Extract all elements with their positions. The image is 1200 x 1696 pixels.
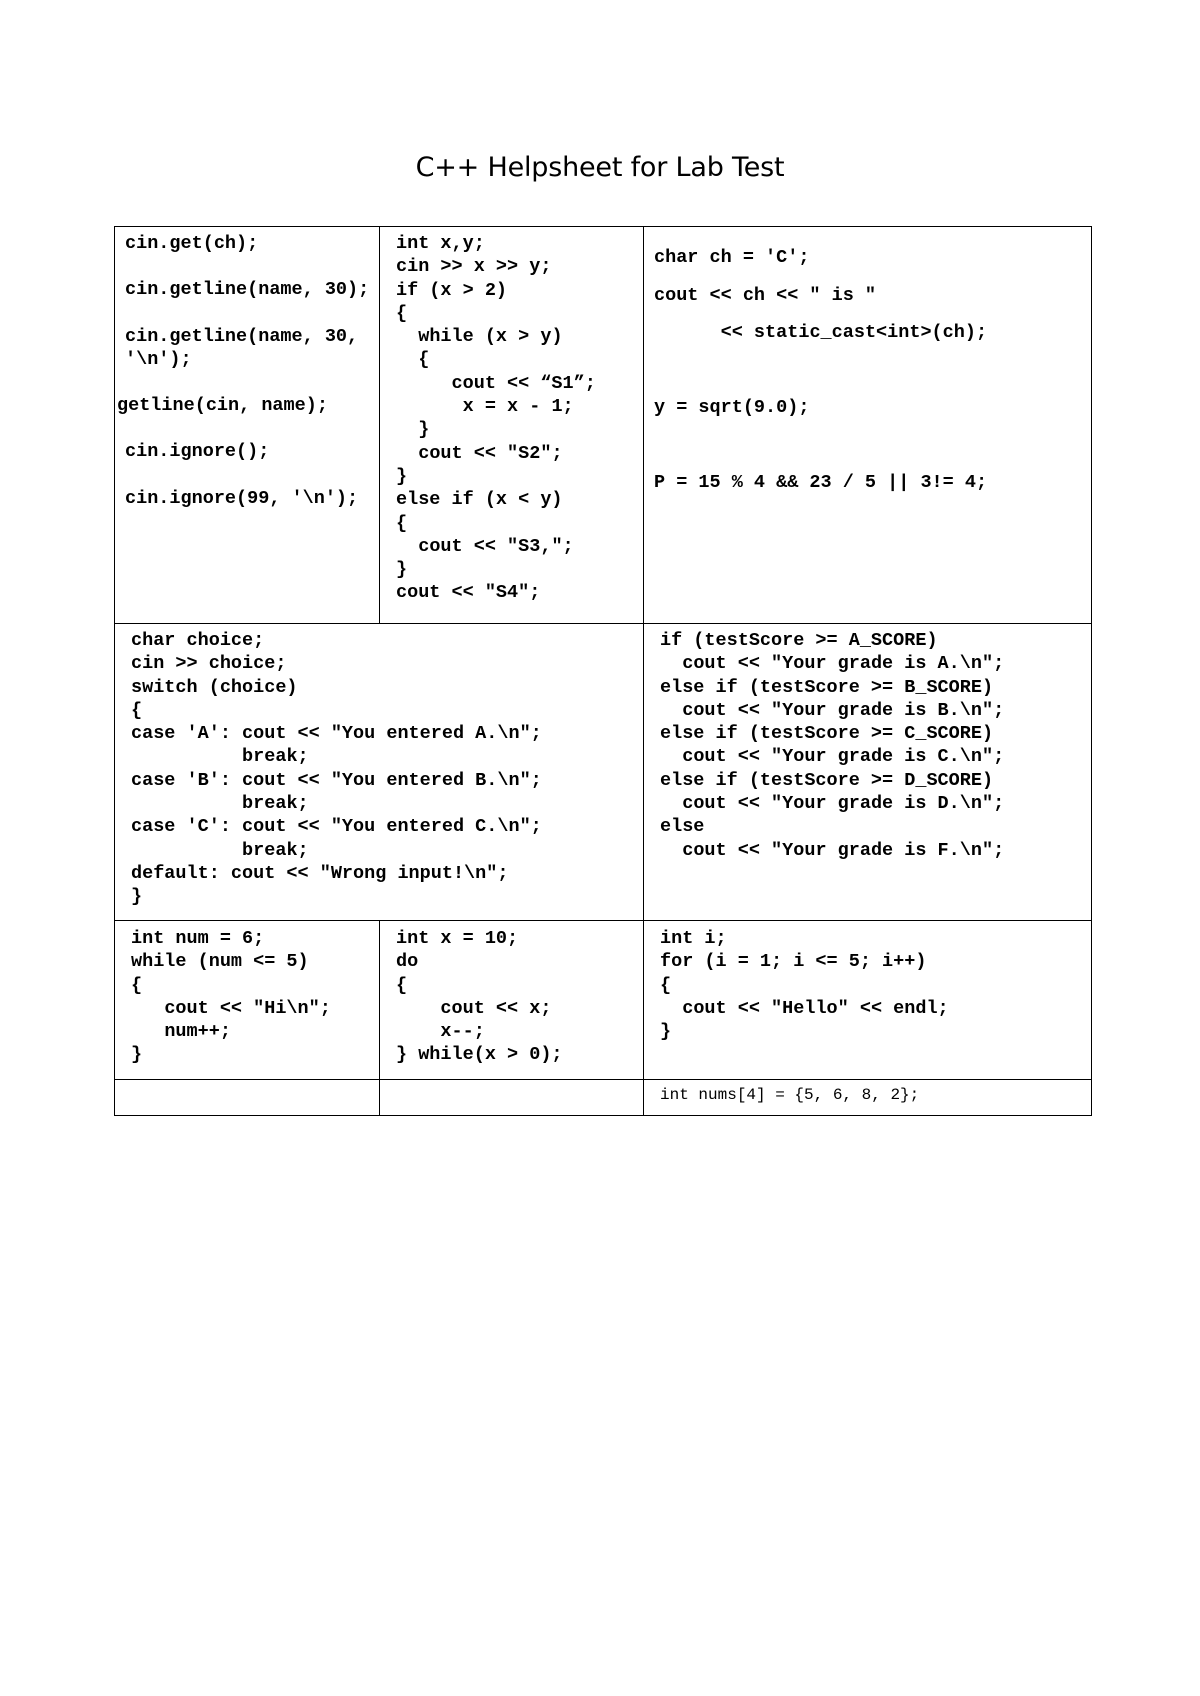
table-row: [115, 921, 1092, 1080]
cell-char-cast: [644, 227, 1092, 624]
cell-grade: [644, 624, 1092, 921]
code-while-loop: int num = 6; while (num <= 5) { cout << "Hi\n"; num++; }: [131, 928, 331, 1066]
cell-if-while: [380, 227, 644, 624]
code-cin-getline: cin.getline(name, 30);: [125, 279, 370, 301]
code-for-loop: int i; for (i = 1; i <= 5; i++) { cout << "Hello" << endl; }: [660, 928, 949, 1043]
page-title: C++ Helpsheet for Lab Test: [415, 152, 785, 183]
table-row: [115, 1080, 1092, 1116]
helpsheet-table: [114, 226, 1092, 1116]
cell-array: [644, 1080, 1092, 1116]
code-cin-getline-delim: cin.getline(name, 30, '\n');: [125, 325, 370, 370]
table-row: [115, 624, 1092, 921]
code-if-while: int x,y; cin >> x >> y; if (x > 2) { while (x > y) { cout << “S1”; x = x - 1; } cout << "S2"; } else if (x < y) { cout << "S3,"; } cout << "S4";: [396, 233, 596, 604]
cell-input-functions: [115, 227, 380, 624]
code-cin-ignore-args: cin.ignore(99, '\n');: [125, 487, 359, 509]
cell-while-loop: [115, 921, 380, 1080]
code-switch: char choice; cin >> choice; switch (choice) { case 'A': cout << "You entered A.\n"; break; case 'B': cout << "You entered B.\n"; break; case 'C': cout << "You entered C.\n"; break; default: cout << "Wrong input!\n"; }: [131, 630, 542, 908]
cell-do-while: [380, 921, 644, 1080]
code-char-cast: char ch = 'C'; cout << ch << " is " << static_cast<int>(ch); y = sqrt(9.0); P = 15 % 4 && 23 / 5 || 3!= 4;: [654, 247, 988, 493]
code-grade: if (testScore >= A_SCORE) cout << "Your grade is A.\n"; else if (testScore >= B_SCORE) cout << "Your grade is B.\n"; else if (testScore >= C_SCORE) cout << "Your grade is C.\n"; else if (testScore >= D_SCORE) cout << "Your grade is D.\n"; else cout << "Your grade is F.\n";: [660, 630, 1005, 861]
cell-empty-1: [115, 1080, 380, 1116]
code-cin-get: cin.get(ch);: [125, 233, 259, 254]
code-getline-string: getline(cin, name);: [117, 395, 328, 417]
code-array: int nums[4] = {5, 6, 8, 2};: [660, 1086, 920, 1104]
cell-switch: [115, 624, 644, 921]
table-row: [115, 227, 1092, 624]
code-cin-ignore: cin.ignore();: [125, 441, 270, 463]
cell-for-loop: [644, 921, 1092, 1080]
code-do-while: int x = 10; do { cout << x; x--; } while(x > 0);: [396, 928, 563, 1066]
cell-empty-2: [380, 1080, 644, 1116]
